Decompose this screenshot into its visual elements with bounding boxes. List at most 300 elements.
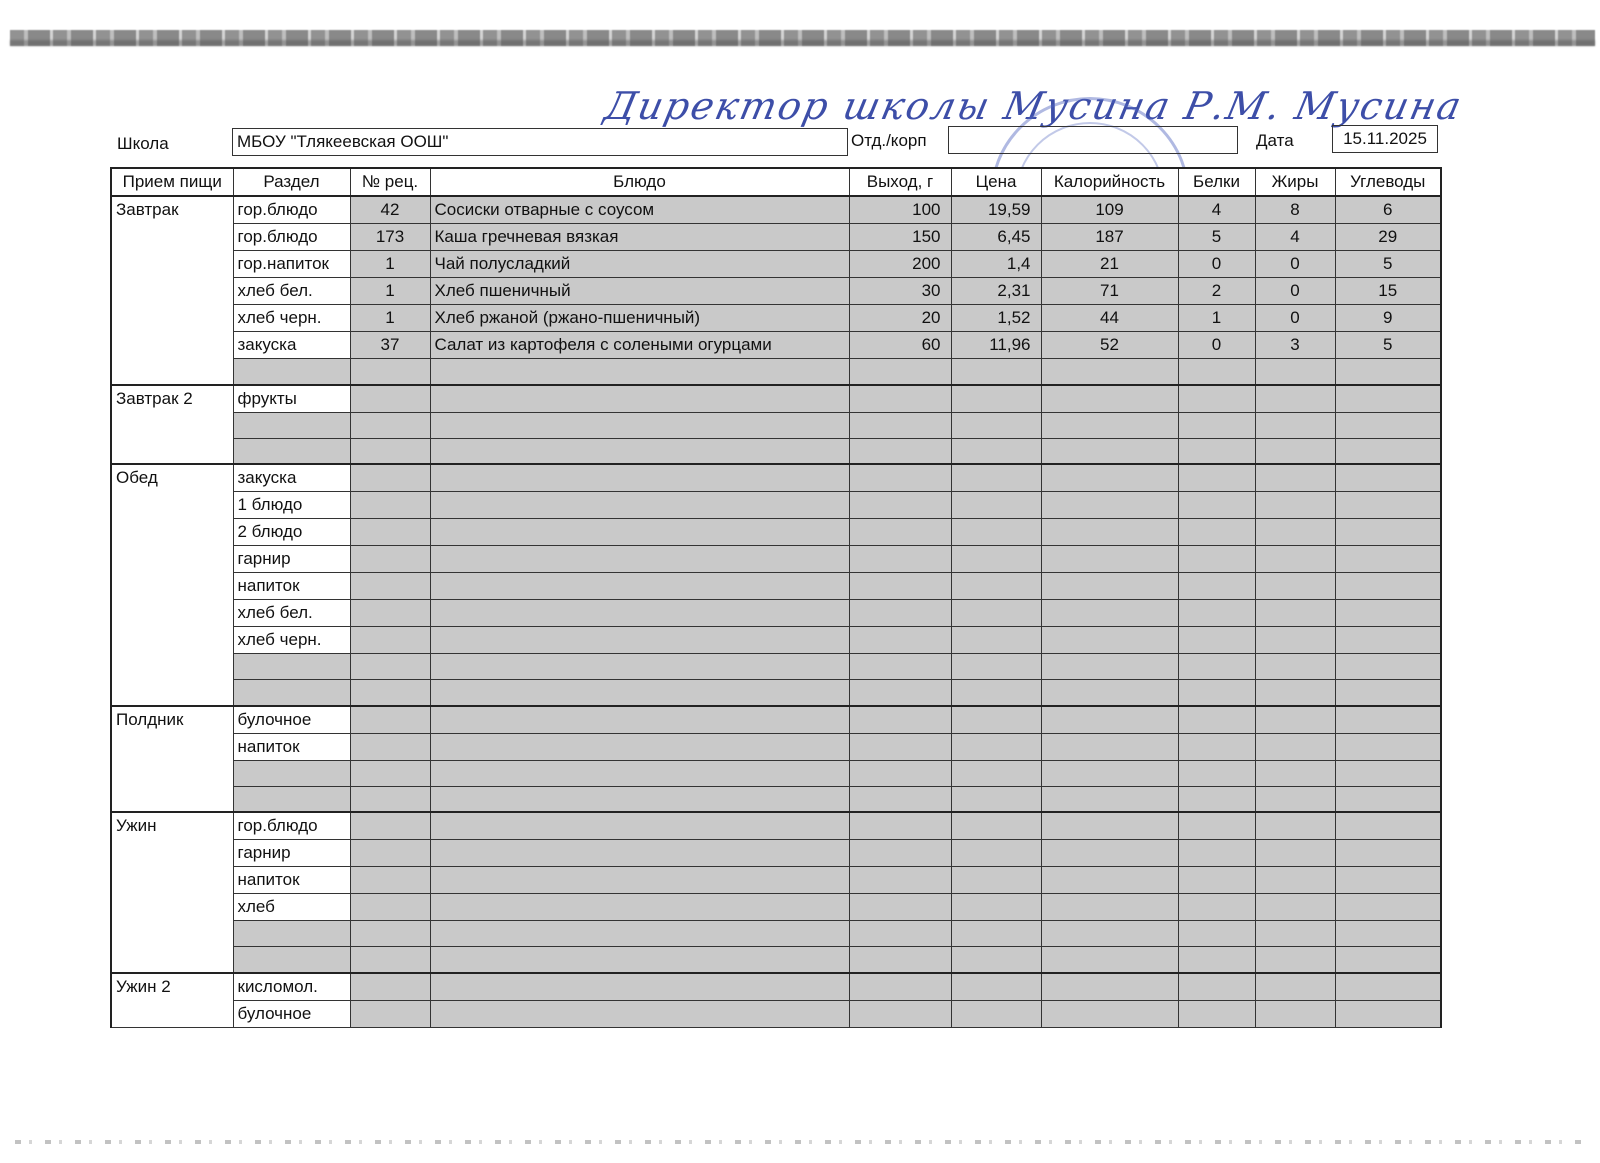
recipe-cell: 37 xyxy=(350,332,430,359)
recipe-cell xyxy=(350,464,430,492)
section-cell: булочное xyxy=(233,1000,350,1027)
dish-cell xyxy=(430,519,849,546)
price-cell xyxy=(951,412,1041,438)
kcal-cell xyxy=(1041,627,1178,654)
date-field: 15.11.2025 xyxy=(1332,125,1438,153)
weight-cell xyxy=(849,733,951,760)
section-cell xyxy=(233,359,350,385)
table-row xyxy=(111,921,1441,947)
fat-cell xyxy=(1255,733,1335,760)
fat-cell xyxy=(1255,973,1335,1001)
price-cell xyxy=(951,680,1041,706)
weight-cell xyxy=(849,573,951,600)
price-cell xyxy=(951,840,1041,867)
weight-cell xyxy=(849,680,951,706)
kcal-cell: 44 xyxy=(1041,305,1178,332)
fat-cell xyxy=(1255,519,1335,546)
recipe-cell: 42 xyxy=(350,196,430,224)
weight-cell xyxy=(849,706,951,734)
protein-cell xyxy=(1178,733,1255,760)
carbs-cell: 9 xyxy=(1335,305,1441,332)
protein-cell xyxy=(1178,867,1255,894)
price-cell: 19,59 xyxy=(951,196,1041,224)
meal-name: Завтрак xyxy=(111,196,233,385)
dish-cell xyxy=(430,760,849,786)
protein-cell: 4 xyxy=(1178,196,1255,224)
dish-cell xyxy=(430,438,849,464)
protein-cell: 1 xyxy=(1178,305,1255,332)
recipe-cell xyxy=(350,600,430,627)
col-header-weight: Выход, г xyxy=(849,168,951,196)
table-row xyxy=(111,546,1441,573)
weight-cell xyxy=(849,464,951,492)
price-cell xyxy=(951,627,1041,654)
recipe-cell: 1 xyxy=(350,305,430,332)
dish-cell xyxy=(430,573,849,600)
fat-cell xyxy=(1255,627,1335,654)
carbs-cell xyxy=(1335,894,1441,921)
table-row xyxy=(111,760,1441,786)
section-cell: хлеб черн. xyxy=(233,627,350,654)
recipe-cell: 1 xyxy=(350,251,430,278)
col-header-kcal: Калорийность xyxy=(1041,168,1178,196)
protein-cell: 5 xyxy=(1178,224,1255,251)
table-row xyxy=(111,224,1441,251)
recipe-cell xyxy=(350,867,430,894)
weight-cell xyxy=(849,894,951,921)
fat-cell xyxy=(1255,786,1335,812)
weight-cell xyxy=(849,760,951,786)
meal-name: Ужин 2 xyxy=(111,973,233,1028)
weight-cell: 60 xyxy=(849,332,951,359)
section-cell: 1 блюдо xyxy=(233,492,350,519)
price-cell xyxy=(951,492,1041,519)
fat-cell: 4 xyxy=(1255,224,1335,251)
fat-cell xyxy=(1255,680,1335,706)
price-cell xyxy=(951,573,1041,600)
recipe-cell: 173 xyxy=(350,224,430,251)
carbs-cell: 15 xyxy=(1335,278,1441,305)
protein-cell xyxy=(1178,464,1255,492)
weight-cell: 100 xyxy=(849,196,951,224)
fat-cell xyxy=(1255,706,1335,734)
price-cell xyxy=(951,706,1041,734)
weight-cell xyxy=(849,627,951,654)
fat-cell xyxy=(1255,921,1335,947)
protein-cell xyxy=(1178,627,1255,654)
dish-cell: Хлеб пшеничный xyxy=(430,278,849,305)
section-cell xyxy=(233,921,350,947)
weight-cell xyxy=(849,654,951,680)
price-cell xyxy=(951,359,1041,385)
dept-label: Отд./корп xyxy=(851,131,927,150)
carbs-cell xyxy=(1335,654,1441,680)
kcal-cell xyxy=(1041,760,1178,786)
dish-cell xyxy=(430,359,849,385)
weight-cell xyxy=(849,438,951,464)
carbs-cell: 6 xyxy=(1335,196,1441,224)
table-row xyxy=(111,894,1441,921)
dish-cell xyxy=(430,546,849,573)
price-cell xyxy=(951,867,1041,894)
table-row xyxy=(111,385,1441,413)
recipe-cell xyxy=(350,492,430,519)
weight-cell xyxy=(849,519,951,546)
weight-cell xyxy=(849,840,951,867)
fat-cell xyxy=(1255,812,1335,840)
carbs-cell xyxy=(1335,1000,1441,1027)
dish-cell xyxy=(430,492,849,519)
weight-cell xyxy=(849,867,951,894)
table-row xyxy=(111,1000,1441,1027)
carbs-cell xyxy=(1335,733,1441,760)
price-cell xyxy=(951,438,1041,464)
table-row xyxy=(111,786,1441,812)
kcal-cell xyxy=(1041,973,1178,1001)
kcal-cell xyxy=(1041,921,1178,947)
fat-cell xyxy=(1255,894,1335,921)
protein-cell xyxy=(1178,600,1255,627)
dish-cell xyxy=(430,921,849,947)
price-cell: 2,31 xyxy=(951,278,1041,305)
price-cell xyxy=(951,812,1041,840)
date-label: Дата xyxy=(1256,131,1294,150)
dish-cell xyxy=(430,1000,849,1027)
price-cell xyxy=(951,1000,1041,1027)
table-row xyxy=(111,573,1441,600)
price-cell xyxy=(951,464,1041,492)
fat-cell xyxy=(1255,359,1335,385)
kcal-cell xyxy=(1041,840,1178,867)
recipe-cell xyxy=(350,546,430,573)
dish-cell: Сосиски отварные с соусом xyxy=(430,196,849,224)
protein-cell xyxy=(1178,438,1255,464)
protein-cell xyxy=(1178,385,1255,413)
section-cell xyxy=(233,786,350,812)
fat-cell xyxy=(1255,840,1335,867)
kcal-cell: 71 xyxy=(1041,278,1178,305)
kcal-cell xyxy=(1041,654,1178,680)
table-row xyxy=(111,973,1441,1001)
kcal-cell xyxy=(1041,733,1178,760)
protein-cell xyxy=(1178,921,1255,947)
protein-cell xyxy=(1178,760,1255,786)
scan-edge-top-shadow xyxy=(10,40,1595,46)
weight-cell xyxy=(849,812,951,840)
section-cell xyxy=(233,760,350,786)
col-header-protein: Белки xyxy=(1178,168,1255,196)
price-cell xyxy=(951,921,1041,947)
section-cell xyxy=(233,947,350,973)
meal-name: Полдник xyxy=(111,706,233,813)
protein-cell: 0 xyxy=(1178,251,1255,278)
table-row xyxy=(111,278,1441,305)
section-cell: гарнир xyxy=(233,840,350,867)
price-cell: 11,96 xyxy=(951,332,1041,359)
carbs-cell xyxy=(1335,546,1441,573)
col-header-price: Цена xyxy=(951,168,1041,196)
carbs-cell xyxy=(1335,492,1441,519)
kcal-cell: 21 xyxy=(1041,251,1178,278)
section-cell: гор.напиток xyxy=(233,251,350,278)
fat-cell xyxy=(1255,464,1335,492)
weight-cell xyxy=(849,359,951,385)
carbs-cell xyxy=(1335,760,1441,786)
section-cell: хлеб бел. xyxy=(233,600,350,627)
menu-table xyxy=(110,167,1442,1028)
dish-cell: Салат из картофеля с солеными огурцами xyxy=(430,332,849,359)
col-header-meal: Прием пищи xyxy=(111,168,233,196)
meal-name: Обед xyxy=(111,464,233,706)
recipe-cell xyxy=(350,812,430,840)
carbs-cell xyxy=(1335,385,1441,413)
fat-cell xyxy=(1255,1000,1335,1027)
dish-cell xyxy=(430,654,849,680)
dish-cell: Каша гречневая вязкая xyxy=(430,224,849,251)
section-cell: фрукты xyxy=(233,385,350,413)
weight-cell xyxy=(849,492,951,519)
protein-cell xyxy=(1178,786,1255,812)
kcal-cell xyxy=(1041,546,1178,573)
carbs-cell xyxy=(1335,812,1441,840)
table-row xyxy=(111,812,1441,840)
kcal-cell xyxy=(1041,385,1178,413)
table-row xyxy=(111,706,1441,734)
fat-cell: 8 xyxy=(1255,196,1335,224)
kcal-cell xyxy=(1041,947,1178,973)
fat-cell xyxy=(1255,546,1335,573)
protein-cell xyxy=(1178,1000,1255,1027)
dish-cell xyxy=(430,947,849,973)
recipe-cell xyxy=(350,519,430,546)
weight-cell xyxy=(849,947,951,973)
kcal-cell: 109 xyxy=(1041,196,1178,224)
price-cell xyxy=(951,519,1041,546)
table-row xyxy=(111,867,1441,894)
section-cell: закуска xyxy=(233,332,350,359)
section-cell: напиток xyxy=(233,867,350,894)
protein-cell xyxy=(1178,546,1255,573)
table-row xyxy=(111,359,1441,385)
table-row xyxy=(111,492,1441,519)
dish-cell xyxy=(430,812,849,840)
weight-cell xyxy=(849,786,951,812)
recipe-cell xyxy=(350,786,430,812)
fat-cell: 0 xyxy=(1255,305,1335,332)
weight-cell xyxy=(849,546,951,573)
handwritten-signature: Директор школы Мусина Р.М. Мусина xyxy=(600,84,1467,128)
kcal-cell xyxy=(1041,812,1178,840)
kcal-cell xyxy=(1041,412,1178,438)
section-cell xyxy=(233,680,350,706)
weight-cell: 20 xyxy=(849,305,951,332)
carbs-cell: 5 xyxy=(1335,251,1441,278)
carbs-cell xyxy=(1335,464,1441,492)
dish-cell xyxy=(430,894,849,921)
fat-cell xyxy=(1255,385,1335,413)
recipe-cell xyxy=(350,921,430,947)
price-cell xyxy=(951,894,1041,921)
kcal-cell xyxy=(1041,600,1178,627)
kcal-cell xyxy=(1041,359,1178,385)
school-field: МБОУ "Тлякеевская ООШ" xyxy=(232,128,848,156)
table-row xyxy=(111,840,1441,867)
price-cell xyxy=(951,385,1041,413)
carbs-cell xyxy=(1335,680,1441,706)
protein-cell xyxy=(1178,840,1255,867)
section-cell: хлеб черн. xyxy=(233,305,350,332)
kcal-cell xyxy=(1041,573,1178,600)
carbs-cell xyxy=(1335,947,1441,973)
table-row xyxy=(111,251,1441,278)
weight-cell xyxy=(849,600,951,627)
kcal-cell xyxy=(1041,867,1178,894)
protein-cell xyxy=(1178,706,1255,734)
section-cell: гор.блюдо xyxy=(233,224,350,251)
recipe-cell xyxy=(350,894,430,921)
carbs-cell xyxy=(1335,573,1441,600)
dish-cell xyxy=(430,464,849,492)
section-cell: 2 блюдо xyxy=(233,519,350,546)
dish-cell: Хлеб ржаной (ржано-пшеничный) xyxy=(430,305,849,332)
table-row xyxy=(111,947,1441,973)
fat-cell: 3 xyxy=(1255,332,1335,359)
carbs-cell: 29 xyxy=(1335,224,1441,251)
table-header-row xyxy=(111,168,1441,196)
price-cell: 1,4 xyxy=(951,251,1041,278)
weight-cell: 30 xyxy=(849,278,951,305)
dish-cell xyxy=(430,706,849,734)
dish-cell xyxy=(430,680,849,706)
protein-cell xyxy=(1178,680,1255,706)
fat-cell xyxy=(1255,760,1335,786)
protein-cell xyxy=(1178,812,1255,840)
kcal-cell xyxy=(1041,786,1178,812)
recipe-cell xyxy=(350,385,430,413)
col-header-recipe: № рец. xyxy=(350,168,430,196)
price-cell: 6,45 xyxy=(951,224,1041,251)
table-row xyxy=(111,196,1441,224)
carbs-cell: 5 xyxy=(1335,332,1441,359)
carbs-cell xyxy=(1335,600,1441,627)
section-cell: напиток xyxy=(233,573,350,600)
protein-cell xyxy=(1178,973,1255,1001)
kcal-cell: 52 xyxy=(1041,332,1178,359)
weight-cell: 150 xyxy=(849,224,951,251)
recipe-cell xyxy=(350,706,430,734)
carbs-cell xyxy=(1335,973,1441,1001)
price-cell xyxy=(951,760,1041,786)
price-cell xyxy=(951,546,1041,573)
carbs-cell xyxy=(1335,627,1441,654)
kcal-cell xyxy=(1041,706,1178,734)
section-cell: булочное xyxy=(233,706,350,734)
price-cell: 1,52 xyxy=(951,305,1041,332)
carbs-cell xyxy=(1335,840,1441,867)
fat-cell xyxy=(1255,573,1335,600)
table-row xyxy=(111,733,1441,760)
protein-cell: 2 xyxy=(1178,278,1255,305)
weight-cell xyxy=(849,1000,951,1027)
carbs-cell xyxy=(1335,438,1441,464)
section-cell: гор.блюдо xyxy=(233,196,350,224)
weight-cell xyxy=(849,412,951,438)
fat-cell xyxy=(1255,412,1335,438)
weight-cell xyxy=(849,921,951,947)
table-row xyxy=(111,332,1441,359)
kcal-cell xyxy=(1041,1000,1178,1027)
kcal-cell xyxy=(1041,894,1178,921)
fat-cell xyxy=(1255,438,1335,464)
col-header-fat: Жиры xyxy=(1255,168,1335,196)
recipe-cell xyxy=(350,760,430,786)
recipe-cell xyxy=(350,840,430,867)
section-cell: кисломол. xyxy=(233,973,350,1001)
recipe-cell xyxy=(350,359,430,385)
recipe-cell xyxy=(350,627,430,654)
dish-cell xyxy=(430,733,849,760)
fat-cell xyxy=(1255,600,1335,627)
carbs-cell xyxy=(1335,921,1441,947)
recipe-cell xyxy=(350,1000,430,1027)
carbs-cell xyxy=(1335,786,1441,812)
recipe-cell xyxy=(350,438,430,464)
kcal-cell xyxy=(1041,464,1178,492)
recipe-cell xyxy=(350,733,430,760)
carbs-cell xyxy=(1335,706,1441,734)
section-cell xyxy=(233,438,350,464)
recipe-cell: 1 xyxy=(350,278,430,305)
recipe-cell xyxy=(350,654,430,680)
section-cell xyxy=(233,654,350,680)
weight-cell xyxy=(849,973,951,1001)
recipe-cell xyxy=(350,947,430,973)
table-row xyxy=(111,305,1441,332)
col-header-section: Раздел xyxy=(233,168,350,196)
section-cell: гор.блюдо xyxy=(233,812,350,840)
fat-cell xyxy=(1255,947,1335,973)
price-cell xyxy=(951,654,1041,680)
kcal-cell xyxy=(1041,438,1178,464)
dish-cell xyxy=(430,840,849,867)
table-row xyxy=(111,519,1441,546)
col-header-carbs: Углеводы xyxy=(1335,168,1441,196)
dish-cell: Чай полусладкий xyxy=(430,251,849,278)
section-cell: гарнир xyxy=(233,546,350,573)
section-cell xyxy=(233,412,350,438)
dish-cell xyxy=(430,412,849,438)
dish-cell xyxy=(430,600,849,627)
table-row xyxy=(111,412,1441,438)
price-cell xyxy=(951,973,1041,1001)
section-cell: напиток xyxy=(233,733,350,760)
recipe-cell xyxy=(350,412,430,438)
carbs-cell xyxy=(1335,867,1441,894)
protein-cell xyxy=(1178,947,1255,973)
col-header-dish: Блюдо xyxy=(430,168,849,196)
protein-cell xyxy=(1178,654,1255,680)
protein-cell xyxy=(1178,412,1255,438)
dish-cell xyxy=(430,867,849,894)
fat-cell: 0 xyxy=(1255,251,1335,278)
dish-cell xyxy=(430,973,849,1001)
carbs-cell xyxy=(1335,412,1441,438)
dept-field xyxy=(948,126,1238,154)
fat-cell xyxy=(1255,654,1335,680)
price-cell xyxy=(951,947,1041,973)
protein-cell xyxy=(1178,492,1255,519)
table-row xyxy=(111,680,1441,706)
